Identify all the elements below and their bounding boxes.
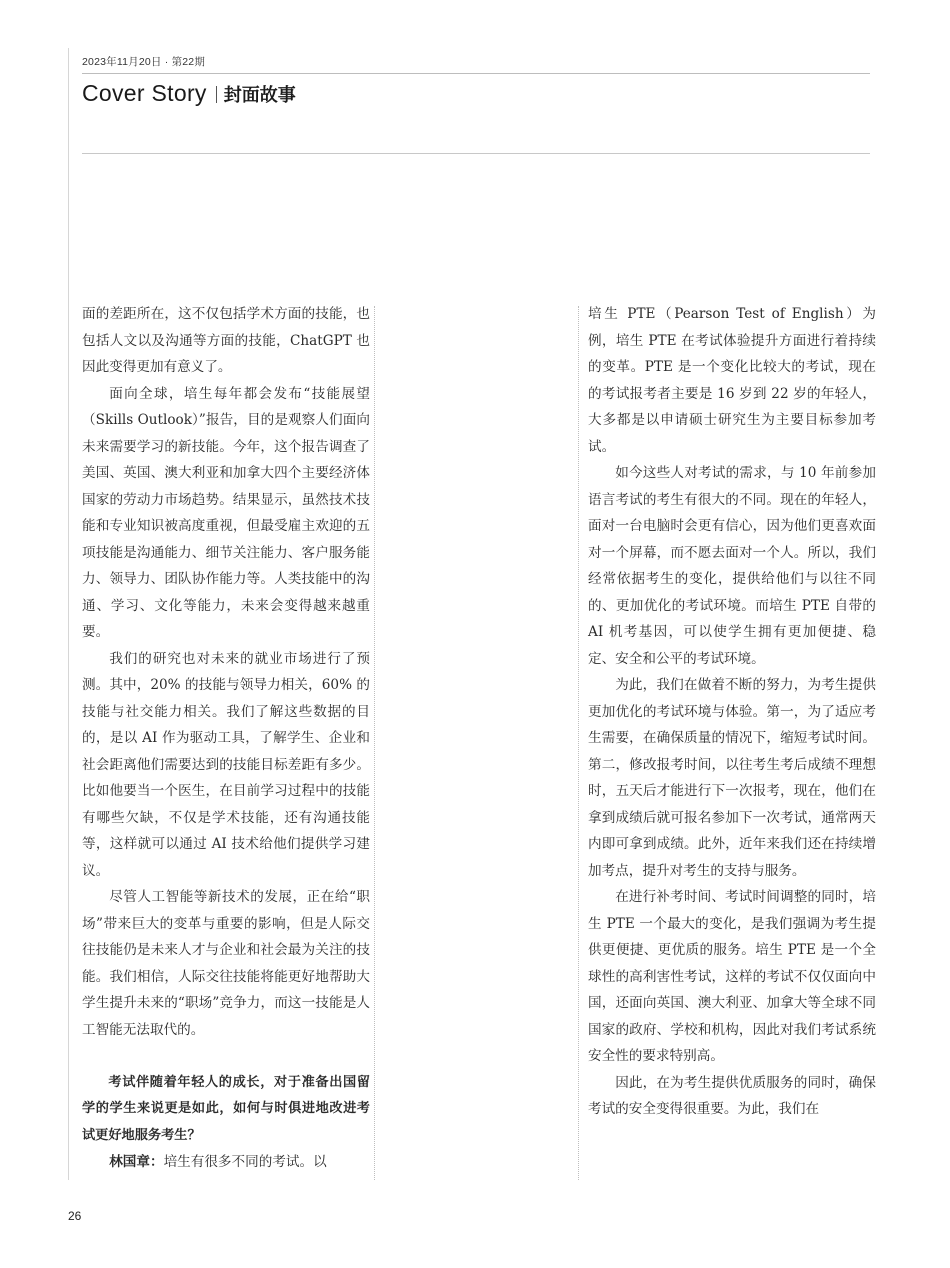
- paragraph: 面的差距所在，这不仅包括学术方面的技能，也包括人文以及沟通等方面的技能，ChatGPT 也因此变得更加有意义了。: [82, 306, 370, 375]
- paragraph: 为此，我们在做着不断的努力，为考生提供更加优化的考试环境与体验。第一，为了适应考生需要，在确保质量的情况下，缩短考试时间。第二，修改报考时间，以往考生考后成绩不理想时，五天后才能进行下一次报考，现在，他们在拿到成绩后就可报名参加下一次考试，通常两天内即可拿到成绩。此外，近年来我们还在持续增加考点，提升对考生的支持与服务。: [588, 677, 876, 879]
- paragraph: 如今这些人对考试的需求，与 10 年前参加语言考试的考生有很大的不同。现在的年轻人，面对一台电脑时会更有信心，因为他们更喜欢面对一个屏幕，而不愿去面对一个人。所以，我们经常依据考生的变化，提供给他们与以往不同的、更加优化的考试环境。而培生 PTE 自带的 AI 机考基因，可以使学生拥有更加便捷、稳定、安全和公平的考试环境。: [588, 465, 876, 667]
- interview-answer: [82, 1149, 370, 1176]
- header-divider: [82, 73, 870, 74]
- paragraph: 培生 PTE（Pearson Test of English）为例，培生 PTE 在考试体验提升方面进行着持续的变革。PTE 是一个变化比较大的考试，现在的考试报考者主要是 16 岁到 22 岁的年轻人，大多都是以申请硕士研究生为主要目标参加考试。: [588, 306, 876, 455]
- answer-speaker: 林国章：: [109, 1154, 164, 1170]
- answer-text: 培生有很多不同的考试。以: [163, 1154, 327, 1170]
- column-divider-right: [578, 306, 579, 1180]
- interview-question: 考试伴随着年轻人的成长，对于准备出国留学的学生来说更是如此，如何与时俱进地改进考试更好地服务考生？: [82, 1074, 370, 1143]
- section-title: [82, 78, 296, 108]
- article-column-right: [588, 301, 876, 1123]
- section-title-cn: 封面故事: [223, 85, 296, 105]
- page-margin-rule: [68, 48, 69, 1180]
- column-divider-left: [374, 306, 375, 1180]
- issue-date: 2023年11月20日 · 第22期: [82, 56, 206, 68]
- section-divider: [82, 153, 870, 154]
- section-separator: [216, 86, 217, 103]
- section-title-en: Cover Story: [82, 80, 207, 106]
- paragraph: 因此，在为考生提供优质服务的同时，确保考试的安全变得很重要。为此，我们在: [588, 1074, 876, 1117]
- paragraph: 我们的研究也对未来的就业市场进行了预测。其中，20% 的技能与领导力相关，60% 的技能与社交能力相关。我们了解这些数据的目的，是以 AI 作为驱动工具，了解学生、企业和社会距离他们需要达到的技能目标差距有多少。比如他要当一个医生，在目前学习过程中的技能有哪些欠缺，不仅是学术技能，还有沟通技能等，这样就可以通过 AI 技术给他们提供学习建议。: [82, 650, 370, 879]
- paragraph: 面向全球，培生每年都会发布“技能展望（Skills Outlook）”报告，目的是观察人们面向未来需要学习的新技能。今年，这个报告调查了美国、英国、澳大利亚和加拿大四个主要经济体国家的劳动力市场趋势。结果显示，虽然技术技能和专业知识被高度重视，但最受雇主欢迎的五项技能是沟通能力、细节关注能力、客户服务能力、领导力、团队协作能力等。人类技能中的沟通、学习、文化等能力，未来会变得越来越重要。: [82, 385, 370, 640]
- paragraph: 尽管人工智能等新技术的发展，正在给“职场”带来巨大的变革与重要的影响，但是人际交往技能仍是未来人才与企业和社会最为关注的技能。我们相信，人际交往技能将能更好地帮助大学生提升未来的“职场”竞争力，而这一技能是人工智能无法取代的。: [82, 889, 370, 1038]
- paragraph: 在进行补考时间、考试时间调整的同时，培生 PTE 一个最大的变化，是我们强调为考生提供更便捷、更优质的服务。培生 PTE 是一个全球性的高利害性考试，这样的考试不仅仅面向中国，还面向英国、澳大利亚、加拿大等全球不同国家的政府、学校和机构，因此对我们考试系统安全性的要求特别高。: [588, 889, 876, 1064]
- article-column-left: [82, 301, 370, 1176]
- page-number: 26: [68, 1209, 82, 1223]
